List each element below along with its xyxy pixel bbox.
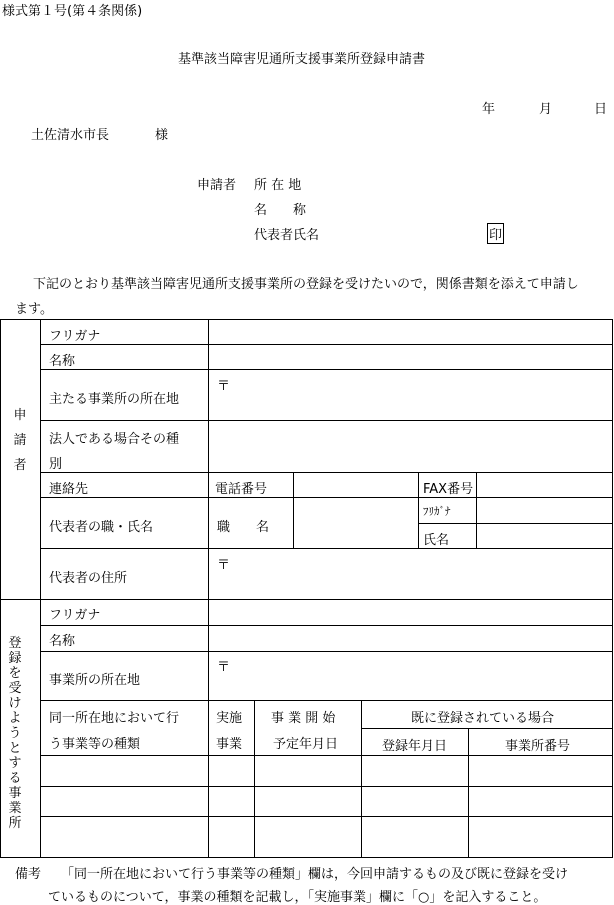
s1-main-office-label: 主たる事業所の所在地 bbox=[49, 392, 180, 407]
date-year-label: 年 bbox=[482, 102, 496, 117]
s2-start-line2: 予定年月日 bbox=[273, 737, 339, 752]
s1-contact-label: 連絡先 bbox=[49, 482, 89, 497]
s2-implemented-line2: 事業 bbox=[216, 737, 243, 752]
note-line2: ているものについて，事業の種類を記載し，「実施事業」欄に「○」を記入すること。 bbox=[48, 890, 547, 905]
s2-registration-date-label: 登録年月日 bbox=[382, 739, 448, 754]
date-month-label: 月 bbox=[539, 102, 553, 117]
form-number: 様式第１号(第４条関係) bbox=[2, 4, 143, 19]
s1-furigana-label: フリガナ bbox=[49, 329, 101, 344]
s2-implemented-line1: 実施 bbox=[216, 711, 243, 726]
body-text-line2: ます。 bbox=[15, 302, 53, 317]
s1-furigana-small-label: ﾌﾘｶﾞﾅ bbox=[423, 505, 451, 518]
date-day-label: 日 bbox=[594, 102, 608, 117]
applicant-side-label: 申請者 bbox=[13, 408, 27, 473]
addressee-honorific: 様 bbox=[155, 128, 169, 143]
s2-business-type-line2: う事業等の種類 bbox=[49, 737, 141, 752]
s1-full-name-label: 氏名 bbox=[423, 533, 450, 548]
s1-name-label: 名称 bbox=[49, 354, 76, 369]
office-side-label: 登録を受けようとする事業所 bbox=[8, 636, 22, 831]
body-text-line1: 下記のとおり基準該当障害児通所支援事業所の登録を受けたいので，関係書類を添えて申請し bbox=[33, 277, 579, 292]
applicant-representative-label: 代表者氏名 bbox=[254, 228, 320, 243]
table-row[interactable] bbox=[41, 756, 612, 786]
s1-corp-type-line1: 法人である場合その種 bbox=[49, 432, 180, 447]
seal-mark: 印 bbox=[487, 223, 504, 244]
s1-rep-title-name-label: 代表者の職・氏名 bbox=[49, 520, 154, 535]
s1-corp-type-line2: 別 bbox=[49, 457, 63, 472]
s1-rep-address-label: 代表者の住所 bbox=[49, 571, 128, 586]
s1-fax-label: FAX番号 bbox=[423, 482, 474, 497]
s2-business-type-line1: 同一所在地において行 bbox=[49, 711, 180, 726]
s1-phone-label: 電話番号 bbox=[215, 482, 268, 497]
s2-start-line1: 事 業 開 始 bbox=[271, 711, 336, 726]
s1-job-title-label: 職 名 bbox=[217, 520, 270, 535]
s2-furigana-label: フリガナ bbox=[49, 608, 101, 623]
s2-office-number-label: 事業所番号 bbox=[505, 739, 571, 754]
table-row[interactable] bbox=[41, 817, 612, 857]
s2-registered-header: 既に登録されている場合 bbox=[411, 711, 555, 726]
s2-office-location-label: 事業所の所在地 bbox=[49, 673, 141, 688]
document-title: 基準該当障害児通所支援事業所登録申請書 bbox=[178, 52, 426, 67]
s1-postal-mark: 〒 bbox=[217, 379, 231, 394]
applicant-label: 申請者 bbox=[197, 178, 237, 193]
applicant-location-label: 所 在 地 bbox=[254, 178, 302, 193]
note-label: 備考 bbox=[15, 867, 42, 882]
applicant-name-label: 名 称 bbox=[254, 203, 307, 218]
addressee-name: 土佐清水市長 bbox=[31, 128, 110, 143]
s2-postal-mark: 〒 bbox=[217, 660, 231, 675]
s1-rep-postal-mark: 〒 bbox=[217, 558, 231, 573]
s2-name-label: 名称 bbox=[49, 634, 76, 649]
table-row[interactable] bbox=[41, 787, 612, 816]
note-line1: 「同一所在地において行う事業等の種類」欄は，今回申請するもの及び既に登録を受け bbox=[61, 867, 569, 882]
